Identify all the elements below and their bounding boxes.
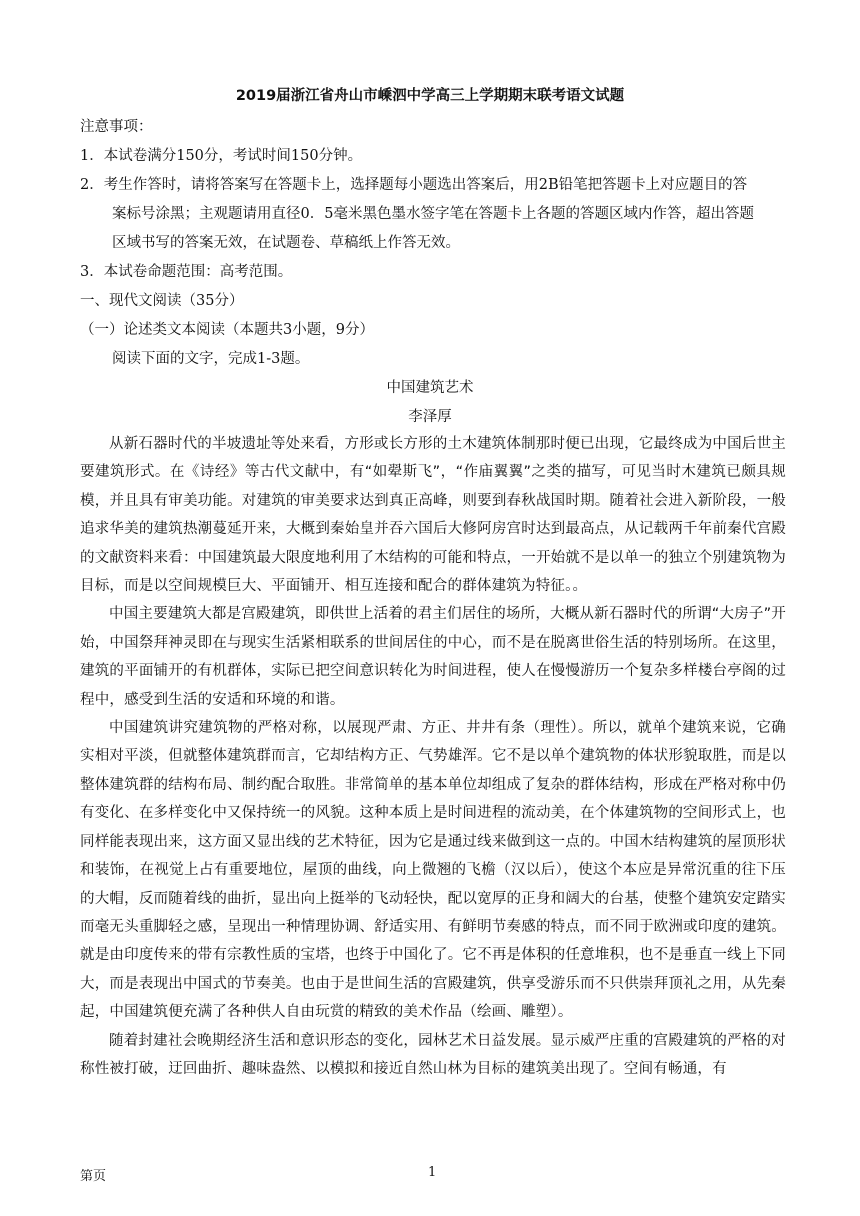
notice-item-2-line-2: 案标号涂黑；主观题请用直径0．5毫米黑色墨水签字笔在答题卡上各题的答题区域内作答，超出答题 bbox=[112, 206, 754, 222]
article-title: 中国建筑艺术 bbox=[386, 380, 474, 396]
paragraph-1: 从新石器时代的半坡遗址等处来看，方形或长方形的土木建筑体制那时便已出现，它最终成为中国后世主要建筑形式。在《诗经》等古代文献中，有“如翚斯飞”，“作庙翼翼”之类的描写，可见当时木建筑已颇具规模，并且具有审美功能。对建筑的审美要求达到真正高峰，则要到春秋战国时期。随着社会进入新阶段，一般追求华美的建筑热潮蔓延开来，大概到秦始皇并吞六国后大修阿房宫时达到最高点，从记载两千年前秦代宫殿的文献资料来看：中国建筑最大限度地利用了木结构的可能和特点，一开始就不是以单一的独立个别建筑物为目标，而是以空间规模巨大、平面铺开、相互连接和配合的群体建筑为特征。。 bbox=[80, 436, 786, 595]
reading-instruction: 阅读下面的文字，完成1-3题。 bbox=[112, 351, 310, 367]
notice-item-3: 3．本试卷命题范围：高考范围。 bbox=[80, 264, 293, 280]
paragraph-2: 中国主要建筑大都是宫殿建筑，即供世上活着的君主们居住的场所，大概从新石器时代的所谓“大房子”开始，中国祭拜神灵即在与现实生活紧相联系的世间居住的中心，而不是在脱离世俗生活的特别场所。在这里，建筑的平面铺开的有机群体，实际已把空间意识转化为时间进程，使人在慢慢游历一个复杂多样楼台亭阁的过程中，感受到生活的安适和环境的和谐。 bbox=[80, 606, 786, 708]
notice-heading: 注意事项： bbox=[80, 119, 153, 135]
article-author: 李泽厚 bbox=[408, 409, 452, 425]
section-heading: 一、现代文阅读（35分） bbox=[80, 293, 244, 309]
notice-item-2-line-3: 区域书写的答案无效，在试题卷、草稿纸上作答无效。 bbox=[112, 235, 460, 251]
article-body bbox=[80, 430, 786, 1083]
subsection-heading: （一）论述类文本阅读（本题共3小题，9分） bbox=[80, 322, 374, 338]
exam-title: 2019届浙江省舟山市嵊泗中学高三上学期期末联考语文试题 bbox=[235, 88, 625, 104]
paragraph-4: 随着封建社会晚期经济生活和意识形态的变化，园林艺术日益发展。显示威严庄重的宫殿建筑的严格的对称性被打破，迂回曲折、趣味盎然、以模拟和接近自然山林为目标的建筑美出现了。空间有畅通，有 bbox=[80, 1032, 786, 1077]
footer-page-label: 第页 bbox=[80, 1169, 107, 1184]
notice-item-1: 1．本试卷满分150分，考试时间150分钟。 bbox=[80, 148, 363, 164]
footer-page-number: 1 bbox=[428, 1165, 437, 1180]
paragraph-3: 中国建筑讲究建筑物的严格对称，以展现严肃、方正、井井有条（理性）。所以，就单个建筑来说，它确实相对平淡，但就整体建筑群而言，它却结构方正、气势雄浑。它不是以单个建筑物的体状形貌取胜，而是以整体建筑群的结构布局、制约配合取胜。非常简单的基本单位却组成了复杂的群体结构，形成在严格对称中仍有变化、在多样变化中又保持统一的风貌。这种本质上是时间进程的流动美，在个体建筑物的空间形式上，也同样能表现出来，这方面又显出线的艺术特征，因为它是通过线来做到这一点的。中国木结构建筑的屋顶形状和装饰，在视觉上占有重要地位，屋顶的曲线，向上微翘的飞檐（汉以后），使这个本应是异常沉重的往下压的大帽，反而随着线的曲折，显出向上挺举的飞动轻快，配以宽厚的正身和阔大的台基，使整个建筑安定踏实而毫无头重脚轻之感，呈现出一种情理协调、舒适实用、有鲜明节奏感的特点，而不同于欧洲或印度的建筑。就是由印度传来的带有宗教性质的宝塔，也终于中国化了。它不再是体积的任意堆积，也不是垂直一线上下同大，而是表现出中国式的节奏美。也由于是世间生活的宫殿建筑，供享受游乐而不只供崇拜顶礼之用，从先秦起，中国建筑便充满了各种供人自由玩赏的精致的美术作品（绘画、雕塑）。 bbox=[80, 720, 786, 1021]
notice-item-2-line-1: 2．考生作答时，请将答案写在答题卡上，选择题每小题选出答案后，用2B铅笔把答题卡上对应题目的答 bbox=[80, 177, 748, 193]
